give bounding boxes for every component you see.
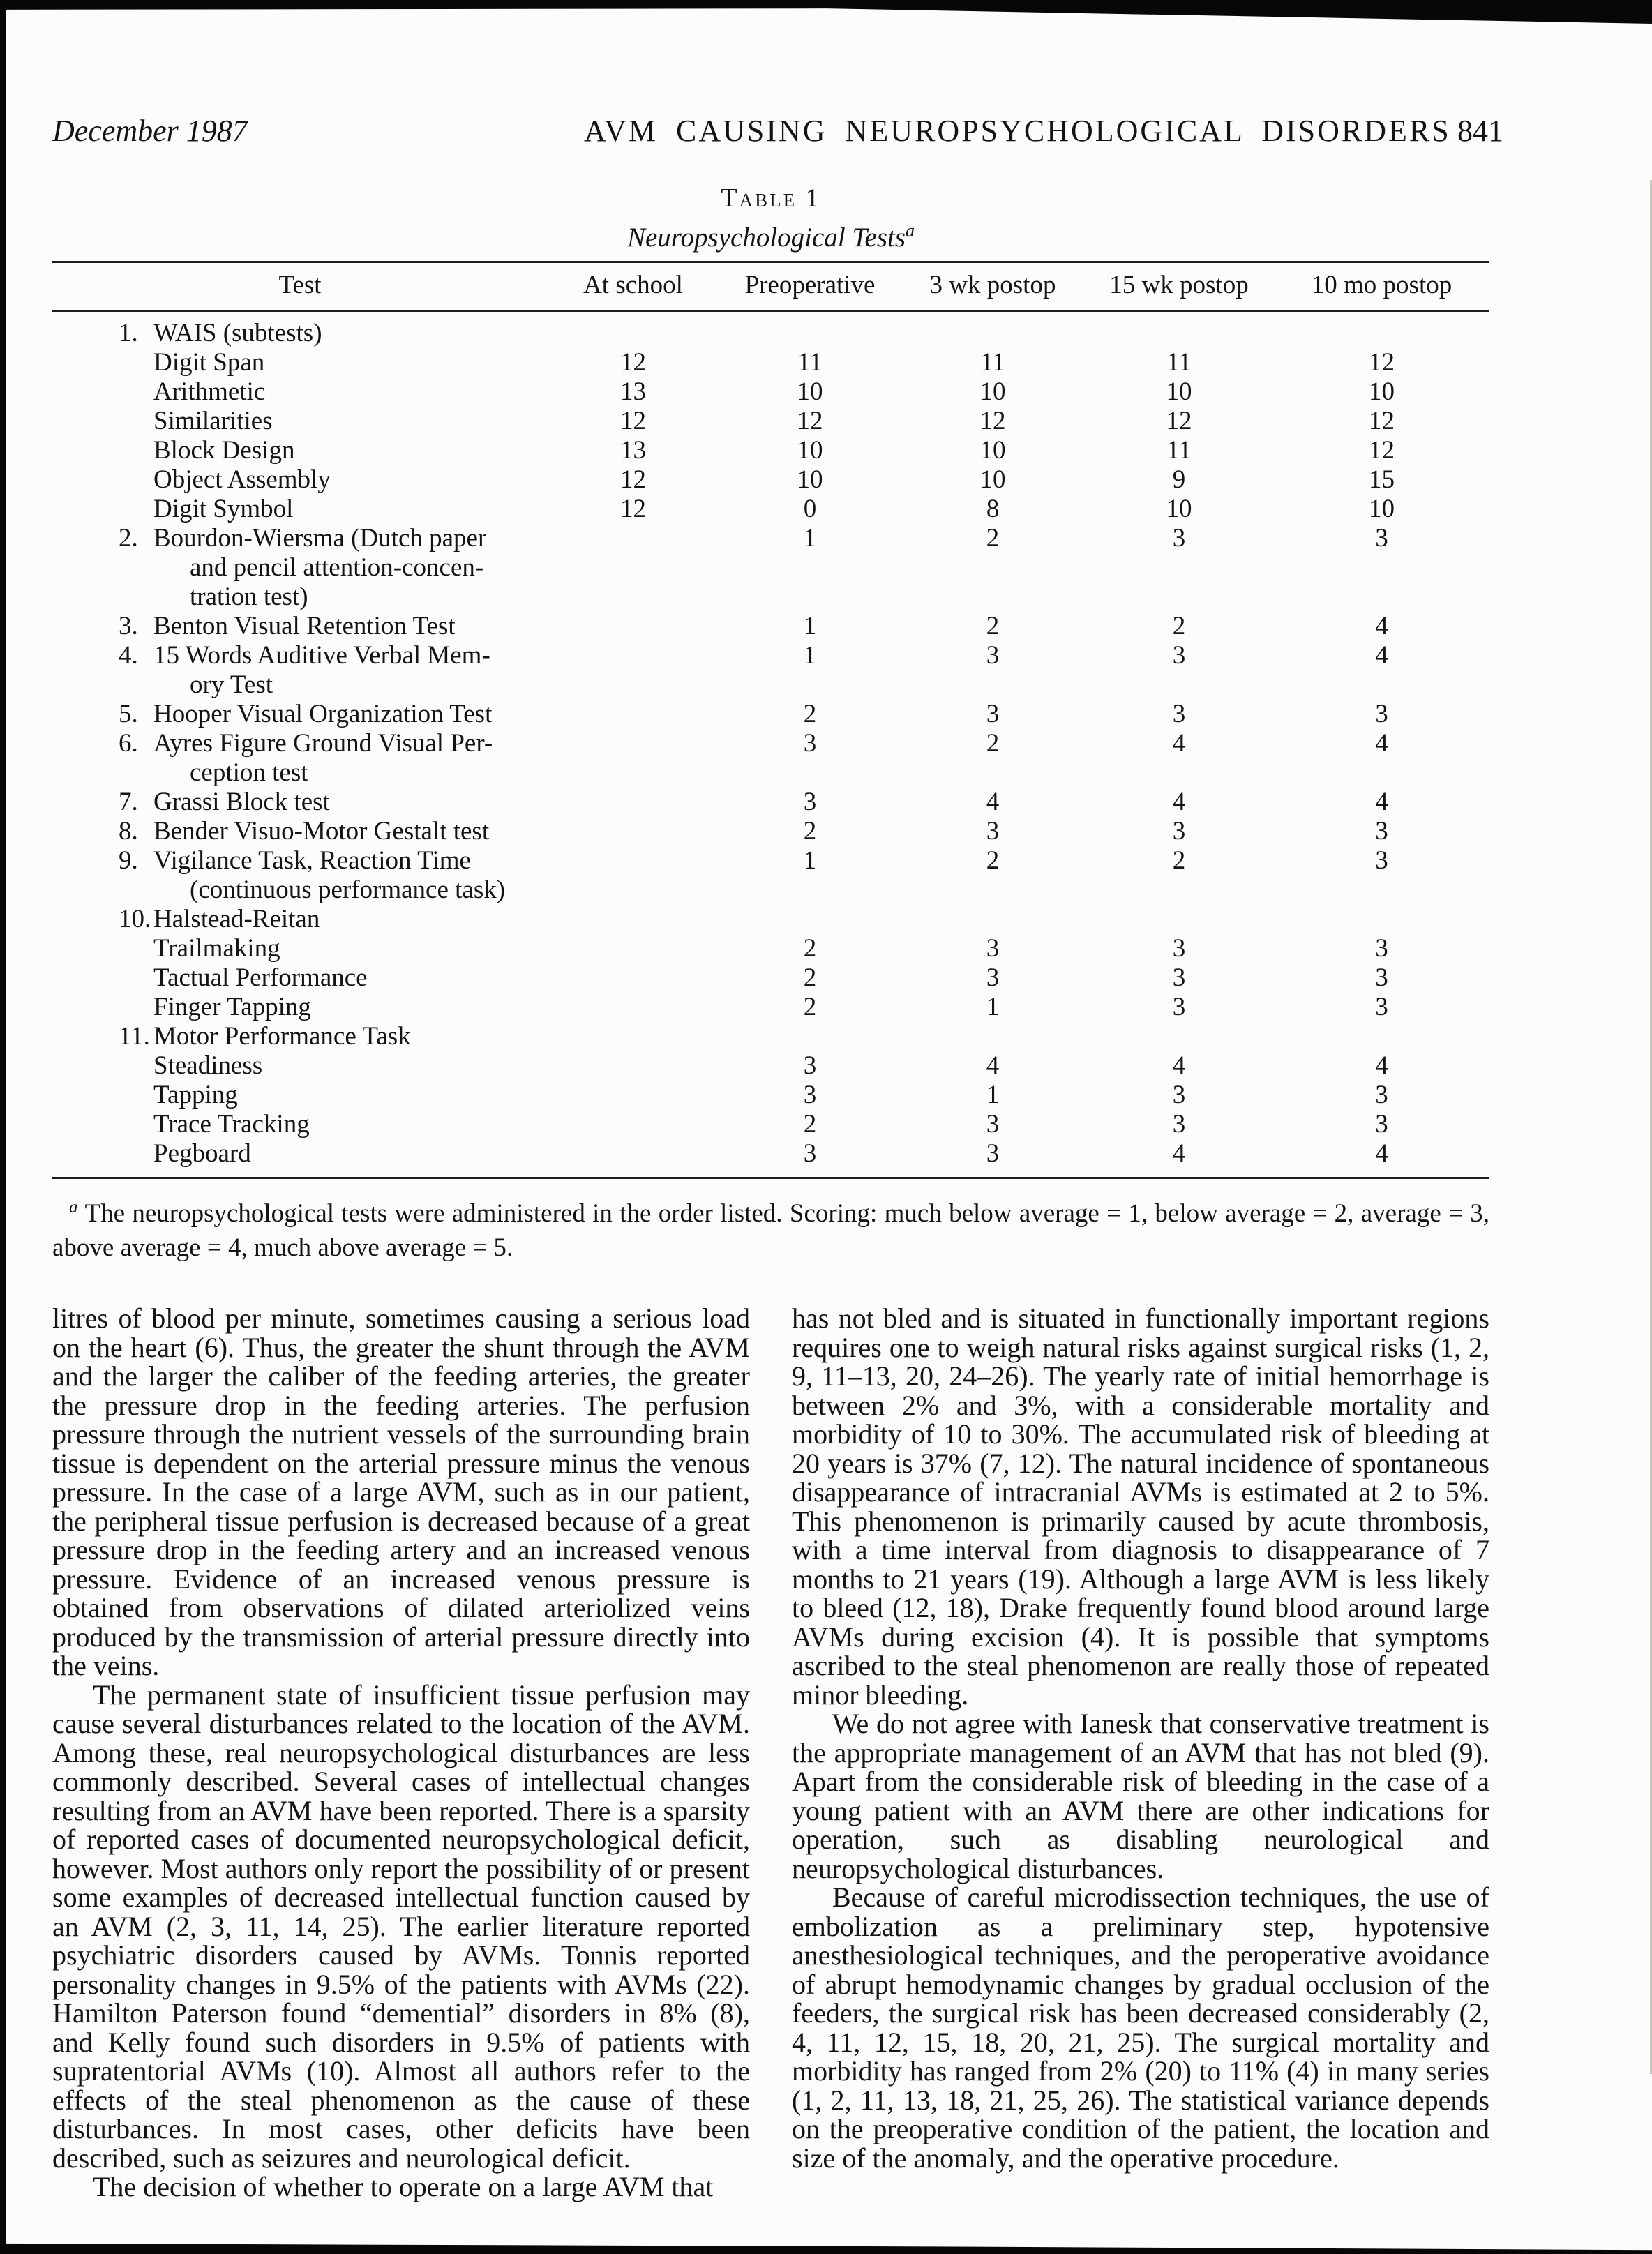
score-cell: 3 <box>1172 700 1186 728</box>
score-cell: 3 <box>986 1139 1000 1168</box>
score-cell: 3 <box>986 700 1000 728</box>
test-name-cell: Ayres Figure Ground Visual Per- ception test <box>153 729 493 787</box>
score-cell: 3 <box>1172 817 1186 846</box>
row-number-cell <box>52 348 153 377</box>
score-cell <box>1274 1022 1489 1051</box>
score-cell: 4 <box>1172 1139 1186 1168</box>
score-cell <box>719 311 901 349</box>
score-cell <box>548 1081 719 1110</box>
journal-date: December 1987 <box>52 114 248 148</box>
test-name-cell: Tapping <box>153 1081 238 1109</box>
score-cell: 2 <box>803 934 817 963</box>
score-cell <box>548 1051 719 1081</box>
test-name-cell: Hooper Visual Organization Test <box>153 700 493 728</box>
table-row <box>52 495 1489 524</box>
table-subtitle <box>52 215 1489 254</box>
score-cell: 4 <box>986 788 1000 816</box>
row-number-cell: 1. <box>119 319 138 347</box>
test-name-cell: Digit Symbol <box>153 495 294 523</box>
row-number-cell <box>52 1081 153 1110</box>
table-header-row <box>52 262 1489 311</box>
score-cell: 2 <box>986 524 1000 553</box>
score-cell: 11 <box>1166 436 1192 465</box>
row-number-cell: 10. <box>119 905 151 933</box>
row-number-cell: 3. <box>119 612 138 640</box>
score-cell: 3 <box>1172 993 1186 1021</box>
test-name-cell: Finger Tapping <box>153 993 311 1021</box>
table-row <box>52 905 1489 934</box>
score-cell: 1 <box>986 1081 1000 1109</box>
row-number-cell <box>52 1051 153 1081</box>
score-cell: 3 <box>1375 934 1388 963</box>
score-cell: 12 <box>620 348 646 377</box>
score-cell: 3 <box>1172 641 1186 670</box>
table-row <box>52 1022 1489 1051</box>
score-cell: 2 <box>803 817 817 846</box>
score-cell: 10 <box>1369 377 1395 406</box>
score-cell: 3 <box>1375 700 1388 728</box>
score-cell <box>548 311 719 349</box>
body-paragraph: litres of blood per minute, sometimes causing a serious load on the heart (6). Thus, the greater the shunt through the AVM and the larger the caliber of the feeding arteries, the greater the pressure drop in the feeding arteries. The perfusion pressure through the nutrient vessels of the surrounding brain tissue is dependent on the arterial pressure minus the venous pressure. In the case of a large AVM, such as in our patient, the peripheral tissue perfusion is decreased because of a great pressure drop in the feeding artery and an increased venous pressure. Evidence of an increased venous pressure is obtained from observations of dilated arteriolized veins produced by the transmission of arterial pressure directly into the veins. <box>52 1302 750 1682</box>
test-name-cell: Trace Tracking <box>153 1110 310 1139</box>
table-row <box>52 729 1489 788</box>
score-cell <box>1084 905 1274 934</box>
score-cell: 3 <box>1172 963 1186 992</box>
score-cell: 4 <box>1375 729 1388 758</box>
row-number-cell <box>52 465 153 495</box>
score-cell: 8 <box>986 495 1000 523</box>
score-cell: 3 <box>1375 817 1388 846</box>
score-cell: 3 <box>803 729 817 758</box>
row-number-cell: 2. <box>119 524 138 553</box>
table-footnote <box>52 1190 1489 1265</box>
score-cell <box>548 1139 719 1178</box>
score-cell: 10 <box>797 377 823 406</box>
score-cell: 10 <box>979 436 1006 465</box>
score-cell: 3 <box>1172 1110 1186 1139</box>
score-cell: 12 <box>620 495 646 523</box>
test-name-cell: Steadiness <box>153 1051 263 1080</box>
score-cell <box>548 1022 719 1051</box>
score-cell: 2 <box>803 1110 817 1139</box>
score-cell: 12 <box>620 465 646 494</box>
score-cell <box>548 963 719 993</box>
row-number-cell <box>52 436 153 465</box>
score-cell: 3 <box>1375 524 1388 553</box>
row-number-cell <box>52 407 153 436</box>
score-cell <box>901 1022 1084 1051</box>
test-name-cell: 15 Words Auditive Verbal Mem- ory Test <box>153 641 490 699</box>
score-cell: 3 <box>1172 1081 1186 1109</box>
row-number-cell <box>52 963 153 993</box>
score-cell: 11 <box>797 348 823 377</box>
score-cell: 2 <box>986 846 1000 875</box>
table-caption: Table 1 <box>721 183 821 213</box>
score-cell <box>548 934 719 963</box>
score-cell: 4 <box>1375 1139 1388 1168</box>
table-row <box>52 612 1489 641</box>
score-cell: 10 <box>1166 377 1192 406</box>
score-cell: 1 <box>803 524 817 553</box>
row-number-cell: 8. <box>119 817 138 846</box>
running-head <box>52 112 1503 152</box>
score-cell: 3 <box>986 963 1000 992</box>
test-name-cell: Arithmetic <box>153 377 266 406</box>
test-name-cell: Digit Span <box>153 348 265 377</box>
score-cell: 3 <box>803 1051 817 1080</box>
table-row <box>52 311 1489 349</box>
score-cell: 2 <box>1172 846 1186 875</box>
score-cell: 12 <box>979 407 1006 435</box>
table-row <box>52 934 1489 963</box>
neuropsychological-tests-table <box>52 261 1489 1179</box>
body-text <box>52 1304 1489 2202</box>
score-cell: 11 <box>1166 348 1192 377</box>
score-cell: 15 <box>1369 465 1395 494</box>
test-name-cell: Tactual Performance <box>153 963 368 992</box>
table-row <box>52 817 1489 846</box>
score-cell: 3 <box>803 788 817 816</box>
score-cell: 2 <box>803 963 817 992</box>
row-number-cell: 9. <box>119 846 138 875</box>
score-cell: 3 <box>1375 846 1388 875</box>
score-cell: 2 <box>803 993 817 1021</box>
column-header-test: Test <box>52 262 548 311</box>
score-cell: 3 <box>1375 963 1388 992</box>
score-cell: 13 <box>620 377 646 406</box>
table-row <box>52 524 1489 612</box>
table-row <box>52 465 1489 495</box>
table-row <box>52 1051 1489 1081</box>
footnote-superscript: a <box>69 1198 78 1217</box>
table-row <box>52 641 1489 700</box>
test-name-cell: Object Assembly <box>153 465 331 494</box>
table-row <box>52 436 1489 465</box>
table-title-superscript: a <box>906 220 915 241</box>
score-cell: 3 <box>1375 993 1388 1021</box>
score-cell: 2 <box>1172 612 1186 640</box>
score-cell <box>548 817 719 846</box>
table-title: Neuropsychological Tests <box>626 223 906 253</box>
table-row <box>52 1081 1489 1110</box>
table-row <box>52 846 1489 905</box>
page-content <box>52 0 1503 2203</box>
score-cell: 3 <box>1172 524 1186 553</box>
page-number: 841 <box>1457 114 1503 148</box>
body-paragraph: Because of careful microdissection techniques, the use of embolization as a preliminary step, hypotensive anesthesiological techniques, and the peroperative avoidance of abrupt hemodynamic changes by gradual occlusion of the feeders, the surgical risk has been decreased considerably (2, 4, 11, 12, 15, 18, 20, 21, 25). The surgical mortality and morbidity has ranged from 2% (20) to 11% (4) in many series (1, 2, 11, 13, 18, 21, 25, 26). The statistical variance depends on the preoperative condition of the patient, the location and size of the anomaly, and the operative procedure. <box>792 1881 1489 2174</box>
scan-border-bottom <box>0 2229 1652 2254</box>
score-cell: 2 <box>803 700 817 728</box>
test-name-cell: Grassi Block test <box>153 788 330 816</box>
row-number-cell <box>52 377 153 407</box>
score-cell <box>1274 311 1489 349</box>
table-row <box>52 963 1489 993</box>
score-cell: 1 <box>986 993 1000 1021</box>
table-row <box>52 407 1489 436</box>
test-name-cell: Trailmaking <box>153 934 280 963</box>
test-name-cell: Bourdon-Wiersma (Dutch paper and pencil attention-concen- tration test) <box>153 524 487 611</box>
score-cell <box>1084 311 1274 349</box>
score-cell: 12 <box>620 407 646 435</box>
body-paragraph: The permanent state of insufficient tissue perfusion may cause several disturbances related to the location of the AVM. Among these, real neuropsychological disturbances are less commonly described. Several cases of intellectual changes resulting from an AVM have been reported. There is a sparsity of reported cases of documented neuropsychological deficit, however. Most authors only report the possibility of or present some examples of decreased intellectual function caused by an AVM (2, 3, 11, 14, 25). The earlier literature reported psychiatric disorders caused by AVMs. Tonnis reported personality changes in 9.5% of the patients with AVMs (22). Hamilton Paterson found “demential” disorders in 8% (8), and Kelly found such disorders in 9.5% of patients with supratentorial AVMs (10). Almost all authors refer to the effects of the steal phenomenon as the cause of these disturbances. In most cases, other deficits have been described, such as seizures and neurological deficit. <box>52 1678 750 2174</box>
score-cell: 3 <box>986 641 1000 670</box>
score-cell: 3 <box>803 1081 817 1109</box>
score-cell: 10 <box>1369 495 1395 523</box>
score-cell: 3 <box>1172 934 1186 963</box>
score-cell: 3 <box>986 817 1000 846</box>
score-cell: 12 <box>797 407 823 435</box>
table-row <box>52 788 1489 817</box>
scan-border-left <box>0 0 6 2254</box>
score-cell: 10 <box>797 465 823 494</box>
score-cell: 12 <box>1369 436 1395 465</box>
test-name-cell: Pegboard <box>153 1139 251 1168</box>
score-cell <box>548 641 719 700</box>
score-cell <box>548 993 719 1022</box>
score-cell: 12 <box>1369 407 1395 435</box>
running-title: AVM CAUSING NEUROPSYCHOLOGICAL DISORDERS <box>584 114 1451 148</box>
score-cell <box>1274 905 1489 934</box>
score-cell: 3 <box>1375 1110 1388 1139</box>
table-row <box>52 377 1489 407</box>
score-cell <box>548 729 719 788</box>
body-paragraph: We do not agree with Ianesk that conservative treatment is the appropriate management of an AVM that has not bled (9). Apart from the considerable risk of bleeding in the case of a young patient with an AVM there are other indications for operation, such as disabling neurological and neuropsychological disturbances. <box>792 1708 1489 1884</box>
score-cell: 12 <box>1166 407 1192 435</box>
row-number-cell: 4. <box>119 641 138 670</box>
score-cell <box>548 788 719 817</box>
score-cell: 0 <box>803 495 817 523</box>
row-number-cell: 5. <box>119 700 138 728</box>
test-name-cell: Block Design <box>153 436 295 465</box>
body-paragraph: has not bled and is situated in functionally important regions requires one to weigh natural risks against surgical risks (1, 2, 9, 11–13, 20, 24–26). The yearly rate of initial hemorrhage is between 2% and 3%, with a considerable mortality and morbidity of 10 to 30%. The accumulated risk of bleeding at 20 years is 37% (7, 12). The natural incidence of spontaneous disappearance of intracranial AVMs is estimated at 2 to 5%. This phenomenon is primarily caused by acute thrombosis, with a time interval from diagnosis to disappearance of 7 months to 21 years (19). Although a large AVM is less likely to bleed (12, 18), Drake frequently found blood around large AVMs during excision (4). It is possible that symptoms ascribed to the steal phenomenon are really those of repeated minor bleeding. <box>792 1302 1489 1711</box>
test-name-cell: WAIS (subtests) <box>153 319 322 347</box>
score-cell <box>548 524 719 612</box>
test-name-cell: Similarities <box>153 407 273 435</box>
score-cell: 4 <box>1172 1051 1186 1080</box>
score-cell <box>548 700 719 729</box>
score-cell: 4 <box>1375 612 1388 640</box>
body-right-column <box>792 1304 1489 2202</box>
score-cell: 1 <box>803 846 817 875</box>
test-name-cell: Bender Visuo-Motor Gestalt test <box>153 817 490 846</box>
table-row <box>52 700 1489 729</box>
row-number-cell <box>52 1110 153 1139</box>
footnote-text: The neuropsychological tests were administered in the order listed. Scoring: much below average = 1, below average = 2, average = 3, above average = 4, much above average = 5. <box>52 1199 1489 1263</box>
column-header-preoperative: Preoperative <box>719 262 901 311</box>
score-cell <box>901 311 1084 349</box>
row-number-cell <box>52 993 153 1022</box>
score-cell: 10 <box>979 377 1006 406</box>
score-cell: 4 <box>1172 729 1186 758</box>
score-cell: 1 <box>803 612 817 640</box>
score-cell <box>548 612 719 641</box>
score-cell <box>719 1022 901 1051</box>
score-cell: 3 <box>803 1139 817 1168</box>
test-name-cell: Vigilance Task, Reaction Time (continuous performance task) <box>153 846 506 904</box>
score-cell <box>719 905 901 934</box>
score-cell: 4 <box>1375 788 1388 816</box>
score-cell <box>1084 1022 1274 1051</box>
score-cell: 3 <box>986 934 1000 963</box>
score-cell: 4 <box>1172 788 1186 816</box>
score-cell <box>901 905 1084 934</box>
test-name-cell: Motor Performance Task <box>153 1022 411 1051</box>
table-row <box>52 348 1489 377</box>
score-cell: 2 <box>986 612 1000 640</box>
score-cell <box>548 905 719 934</box>
score-cell: 10 <box>979 465 1006 494</box>
column-header-at-school: At school <box>548 262 719 311</box>
score-cell: 12 <box>1369 348 1395 377</box>
table-row <box>52 993 1489 1022</box>
row-number-cell <box>52 1139 153 1178</box>
score-cell: 10 <box>1166 495 1192 523</box>
score-cell: 4 <box>1375 1051 1388 1080</box>
test-name-cell: Benton Visual Retention Test <box>153 612 456 640</box>
table-row <box>52 1139 1489 1178</box>
row-number-cell: 7. <box>119 788 138 816</box>
row-number-cell: 11. <box>119 1022 150 1051</box>
body-paragraph: The decision of whether to operate on a large AVM that <box>93 2171 714 2203</box>
row-number-cell: 6. <box>119 729 138 758</box>
score-cell: 10 <box>797 436 823 465</box>
score-cell: 4 <box>986 1051 1000 1080</box>
score-cell: 3 <box>1375 1081 1388 1109</box>
table-row <box>52 1110 1489 1139</box>
score-cell <box>548 846 719 905</box>
score-cell: 1 <box>803 641 817 670</box>
test-name-cell: Halstead-Reitan <box>153 905 320 933</box>
column-header-3wk-postop: 3 wk postop <box>901 262 1084 311</box>
column-header-10mo-postop: 10 mo postop <box>1274 262 1489 311</box>
score-cell <box>548 1110 719 1139</box>
row-number-cell <box>52 934 153 963</box>
score-cell: 3 <box>986 1110 1000 1139</box>
score-cell: 9 <box>1172 465 1186 494</box>
score-cell: 11 <box>980 348 1005 377</box>
score-cell: 2 <box>986 729 1000 758</box>
column-header-15wk-postop: 15 wk postop <box>1084 262 1274 311</box>
score-cell: 4 <box>1375 641 1388 670</box>
score-cell: 13 <box>620 436 646 465</box>
body-left-column <box>52 1304 750 2202</box>
row-number-cell <box>52 495 153 524</box>
